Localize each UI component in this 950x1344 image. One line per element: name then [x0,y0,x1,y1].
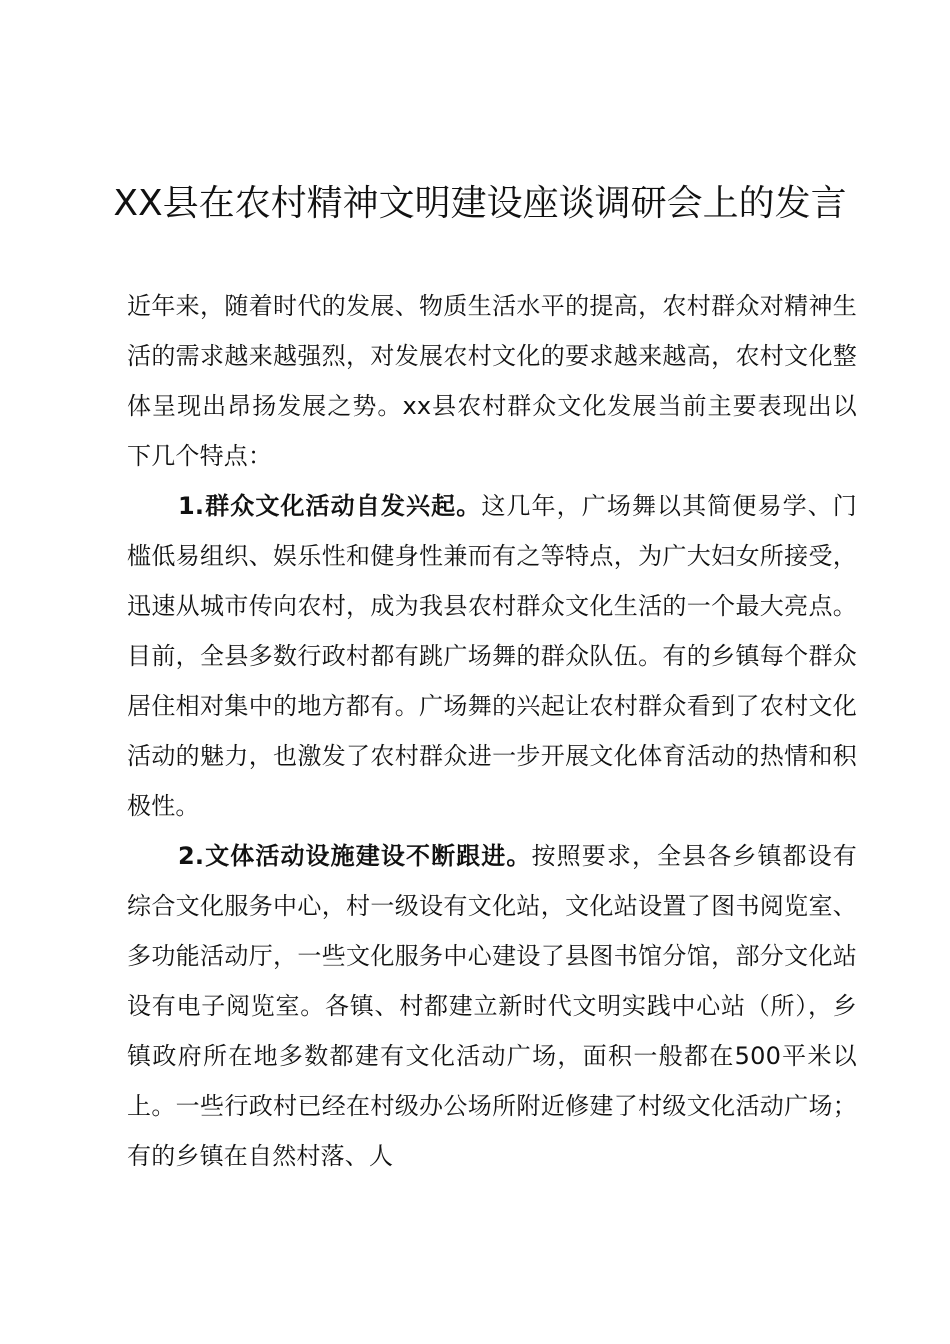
paragraph-text: 近年来，随着时代的发展、物质生活水平的提高，农村群众对精神生活的需求越来越强烈，对发展农村文化的要求越来越高，农村文化整体呈现出昂扬发展之势。xx县农村群众文化发展当前主要表现出以下几个特点： [127,292,857,470]
paragraph-text: 这几年，广场舞以其简便易学、门槛低易组织、娱乐性和健身性兼而有之等特点，为广大妇女所接受，迅速从城市传向农村，成为我县农村群众文化生活的一个最大亮点。目前，全县多数行政村都有跳广场舞的群众队伍。有的乡镇每个群众居住相对集中的地方都有。广场舞的兴起让农村群众看到了农村文化活动的魅力，也激发了农村群众进一步开展文化体育活动的热情和积极性。 [127,492,858,820]
paragraph-lead: 2.文体活动设施建设不断跟进。 [178,842,532,870]
paragraph-lead: 1.群众文化活动自发兴起。 [178,492,482,520]
document-body [127,281,857,1181]
point-2-paragraph [127,831,857,1181]
document-title: XX县在农村精神文明建设座谈调研会上的发言 [113,183,847,224]
point-1-paragraph [127,481,857,831]
intro-paragraph [127,281,857,481]
paragraph-text: 按照要求，全县各乡镇都设有综合文化服务中心，村一级设有文化站，文化站设置了图书阅览室、多功能活动厅，一些文化服务中心建设了县图书馆分馆，部分文化站设有电子阅览室。各镇、村都建立新时代文明实践中心站（所），乡镇政府所在地多数都建有文化活动广场，面积一般都在500平米以上。一些行政村已经在村级办公场所附近修建了村级文化活动广场；有的乡镇在自然村落、人 [127,842,857,1170]
